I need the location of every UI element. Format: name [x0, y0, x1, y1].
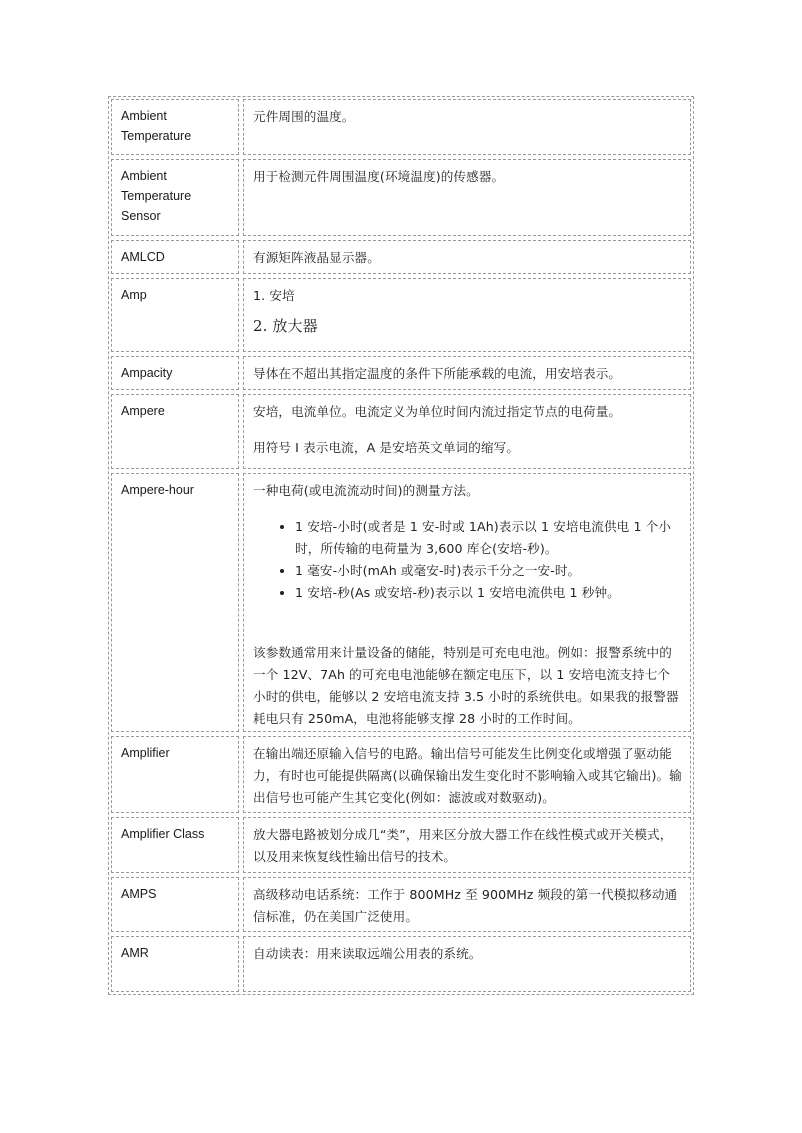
numbered-item: 2. 放大器	[253, 317, 318, 335]
definition-cell	[243, 356, 691, 390]
list-item: • 1 毫安-小时(mAh 或毫安-时)表示千分之一安-时。	[295, 560, 682, 582]
table-row	[111, 473, 691, 732]
glossary-table	[108, 96, 694, 995]
term-cell: AMR	[111, 936, 239, 992]
definition-text: 用于检测元件周围温度(环境温度)的传感器。	[253, 169, 505, 184]
list-item: • 1 安培-小时(或者是 1 安-时或 1Ah)表示以 1 安培电流供电 1 个小时，所传输的电荷量为 3,600 库仑(安培-秒)。	[295, 516, 682, 560]
term-cell: Amp	[111, 278, 239, 352]
definition-text: 元件周围的温度。	[253, 109, 355, 124]
table-row	[111, 99, 691, 155]
definition-cell	[243, 278, 691, 352]
term-cell: Ampere-hour	[111, 473, 239, 732]
definition-paragraph: 用符号 I 表示电流，A 是安培英文单词的缩写。	[253, 440, 520, 455]
definition-text: 有源矩阵液晶显示器。	[253, 250, 380, 265]
term-cell: AMLCD	[111, 240, 239, 274]
term-cell: Amplifier	[111, 736, 239, 813]
definition-cell	[243, 877, 691, 932]
table-row	[111, 817, 691, 873]
definition-text: 在输出端还原输入信号的电路。输出信号可能发生比例变化或增强了驱动能力，有时也可能提供隔离(以确保输出发生变化时不影响输入或其它输出)。输出信号也可能产生其它变化(例如：滤波或对数驱动)。	[253, 746, 682, 805]
table-row	[111, 159, 691, 236]
list-item: • 1 安培-秒(As 或安培-秒)表示以 1 安培电流供电 1 秒钟。	[295, 582, 682, 604]
table-row	[111, 356, 691, 390]
table-row	[111, 278, 691, 352]
definition-cell	[243, 394, 691, 469]
term-cell: Ambient Temperature Sensor	[111, 159, 239, 236]
definition-text: 高级移动电话系统：工作于 800MHz 至 900MHz 频段的第一代模拟移动通信标准，仍在美国广泛使用。	[253, 887, 678, 924]
term-cell: Ampere	[111, 394, 239, 469]
definition-text: 导体在不超出其指定温度的条件下所能承载的电流，用安培表示。	[253, 366, 622, 381]
definition-paragraph: 该参数通常用来计量设备的储能，特别是可充电电池。例如：报警系统中的一个 12V、7Ah 的可充电电池能够在额定电压下，以 1 安培电流支持七个小时的供电，能够以 2 安培电流支持 3.5 小时的系统供电。如果我的报警器耗电只有 250mA，电池将能够支撑 28 小时的工作时间。	[253, 645, 679, 726]
term-cell: AMPS	[111, 877, 239, 932]
definition-cell	[243, 159, 691, 236]
definition-cell	[243, 240, 691, 274]
table-row	[111, 240, 691, 274]
definition-text: 放大器电路被划分成几“类”，用来区分放大器工作在线性模式或开关模式，以及用来恢复线性输出信号的技术。	[253, 827, 673, 864]
definition-cell	[243, 99, 691, 155]
term-cell: Ambient Temperature	[111, 99, 239, 155]
numbered-item: 1. 安培	[253, 288, 295, 303]
definition-text: 自动读表：用来读取远端公用表的系统。	[253, 946, 482, 961]
bullet-list	[253, 516, 682, 604]
definition-paragraph: 安培，电流单位。电流定义为单位时间内流过指定节点的电荷量。	[253, 404, 622, 419]
definition-intro: 一种电荷(或电流流动时间)的测量方法。	[253, 483, 479, 498]
table-row	[111, 736, 691, 813]
table-row	[111, 394, 691, 469]
term-cell: Ampacity	[111, 356, 239, 390]
definition-cell	[243, 736, 691, 813]
table-row	[111, 877, 691, 932]
term-cell: Amplifier Class	[111, 817, 239, 873]
definition-cell	[243, 473, 691, 732]
definition-cell	[243, 817, 691, 873]
table-row	[111, 936, 691, 992]
definition-cell	[243, 936, 691, 992]
